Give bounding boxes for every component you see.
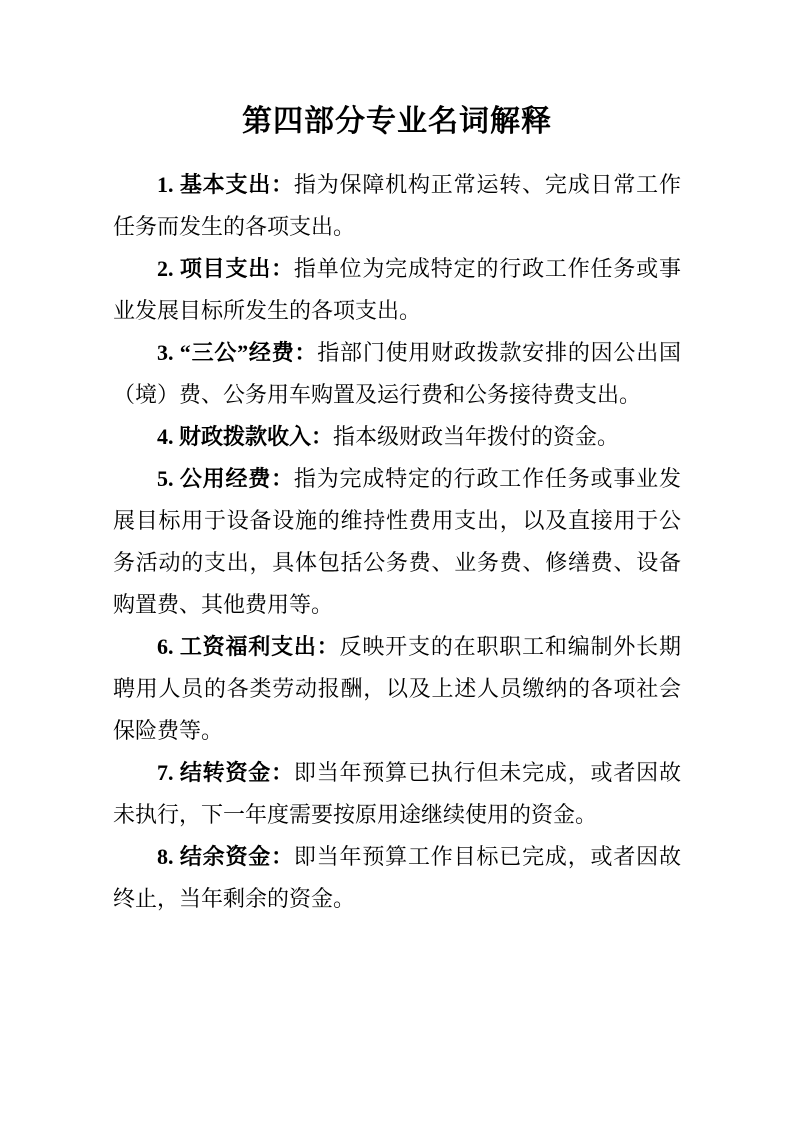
term-label: 3. “三公”经费：	[157, 340, 318, 365]
definition-item	[113, 416, 681, 458]
definition-item	[113, 626, 681, 752]
term-definition: 指本级财政当年拨付的资金。	[333, 424, 620, 449]
term-definition: 指单位为完成特定的行政工作任务或事业发展目标所发生的各项支出。	[113, 256, 681, 323]
term-label: 2. 项目支出：	[157, 256, 294, 281]
definition-item	[113, 332, 681, 416]
term-label: 7. 结转资金：	[157, 760, 294, 785]
term-definition: 即当年预算已执行但未完成，或者因故未执行，下一年度需要按原用途继续使用的资金。	[113, 760, 681, 827]
definitions-list	[113, 164, 681, 920]
definition-item	[113, 752, 681, 836]
definition-item	[113, 836, 681, 920]
term-definition: 反映开支的在职职工和编制外长期聘用人员的各类劳动报酬，以及上述人员缴纳的各项社会保险费等。	[113, 634, 681, 743]
term-definition: 指为保障机构正常运转、完成日常工作任务而发生的各项支出。	[113, 172, 681, 239]
term-label: 4. 财政拨款收入：	[157, 424, 334, 449]
term-label: 6. 工资福利支出：	[157, 634, 340, 659]
term-label: 8. 结余资金：	[157, 844, 294, 869]
definition-item	[113, 248, 681, 332]
term-label: 5. 公用经费：	[157, 466, 294, 491]
page-title: 第四部分专业名词解释	[242, 105, 552, 138]
term-label: 1. 基本支出：	[157, 172, 294, 197]
definition-item	[113, 164, 681, 248]
term-definition: 指部门使用财政拨款安排的因公出国（境）费、公务用车购置及运行费和公务接待费支出。	[113, 340, 681, 407]
term-definition: 即当年预算工作目标已完成，或者因故终止，当年剩余的资金。	[113, 844, 681, 911]
definition-item	[113, 458, 681, 626]
term-definition: 指为完成特定的行政工作任务或事业发展目标用于设备设施的维持性费用支出，以及直接用于公务活动的支出，具体包括公务费、业务费、修缮费、设备购置费、其他费用等。	[113, 466, 681, 617]
